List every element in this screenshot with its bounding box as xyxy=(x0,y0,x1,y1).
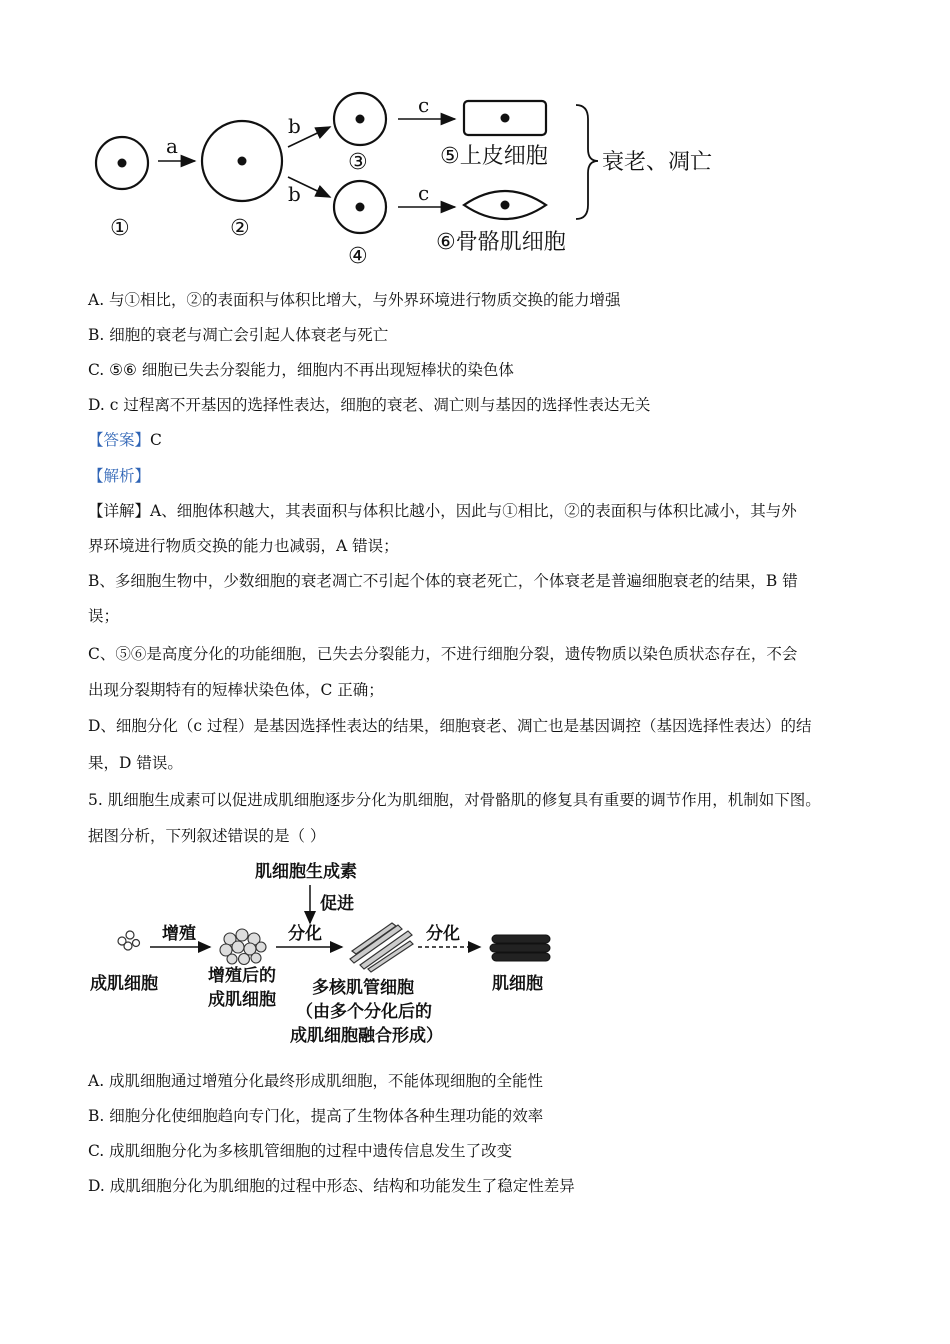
myoblast-differentiation-diagram xyxy=(80,855,580,1055)
detail-a-line2: 界环境进行物质交换的能力也减弱，A 错误； xyxy=(88,537,399,555)
cell-1 xyxy=(96,137,148,189)
myotube-label-3: 成肌细胞融合形成） xyxy=(290,1026,443,1046)
myotube-label-2: （由多个分化后的 xyxy=(296,1002,432,1022)
q4-option-a: A. 与①相比，②的表面积与体积比增大，与外界环境进行物质交换的能力增强 xyxy=(88,291,621,309)
answer-value: C xyxy=(150,431,162,449)
arrow-c-top-label: c xyxy=(418,93,430,117)
q5-option-b: B. 细胞分化使细胞趋向专门化，提高了生物体各种生理功能的效率 xyxy=(88,1107,544,1125)
q4-answer xyxy=(88,430,162,450)
detail-a-text: A、细胞体积越大，其表面积与体积比越小，因此与①相比，②的表面积与体积比减小，其与外 xyxy=(150,502,797,520)
myotube-label-1: 多核肌管细胞 xyxy=(312,978,414,998)
q5-option-d: D. 成肌细胞分化为肌细胞的过程中形态、结构和功能发生了稳定性差异 xyxy=(88,1177,575,1195)
answer-tag: 【答案】 xyxy=(88,431,151,449)
proliferated-cells xyxy=(220,929,266,965)
proliferate-label: 增殖 xyxy=(162,924,196,944)
cell-2 xyxy=(202,121,282,201)
detail-c-line2: 出现分裂期特有的短棒状染色体，C 正确； xyxy=(88,681,384,699)
cell-3 xyxy=(334,93,386,145)
detail-d-line1: D、细胞分化（c 过程）是基因选择性表达的结果，细胞衰老、凋亡也是基因调控（基因选择性表达）的结 xyxy=(88,717,812,735)
cell-4 xyxy=(334,181,386,233)
cell-3-label: ③ xyxy=(348,150,368,175)
myoblast-label: 成肌细胞 xyxy=(90,974,158,994)
detail-b-line2: 误； xyxy=(88,607,120,625)
cell-2-label: ② xyxy=(230,216,250,241)
brace-label: 衰老、凋亡 xyxy=(602,150,713,175)
myogenin-label: 肌细胞生成素 xyxy=(255,862,357,882)
arrow-c-bottom-label: c xyxy=(418,181,430,205)
cell-differentiation-diagram xyxy=(80,85,760,275)
analysis-tag: 【解析】 xyxy=(88,467,151,485)
promote-label: 促进 xyxy=(320,894,354,914)
q5-stem-line1: 5. 肌细胞生成素可以促进成肌细胞逐步分化为肌细胞，对骨骼肌的修复具有重要的调节作用，机制如下图。 xyxy=(88,791,821,809)
muscle-label: 肌细胞 xyxy=(492,974,543,994)
myotube-cells xyxy=(350,923,413,972)
arrow-b-top-label: b xyxy=(288,114,301,138)
differentiate-label-1: 分化 xyxy=(288,924,322,944)
differentiate-label-2: 分化 xyxy=(426,924,460,944)
cell-4-label: ④ xyxy=(348,244,368,269)
cell-6-label: ⑥骨骼肌细胞 xyxy=(436,230,566,255)
detail-a-line1 xyxy=(88,501,797,521)
detail-tag: 【详解】 xyxy=(88,502,151,520)
q4-option-c: C. ⑤⑥ 细胞已失去分裂能力，细胞内不再出现短棒状的染色体 xyxy=(88,361,514,379)
q5-option-c: C. 成肌细胞分化为多核肌管细胞的过程中遗传信息发生了改变 xyxy=(88,1142,513,1160)
myoblast-cells xyxy=(118,931,140,950)
muscle-cell xyxy=(490,935,550,961)
cell-5-label: ⑤上皮细胞 xyxy=(440,144,548,169)
brace xyxy=(576,105,598,219)
arrow-a-label: a xyxy=(166,134,178,158)
cell-6-muscle xyxy=(464,191,546,219)
q5-option-a: A. 成肌细胞通过增殖分化最终形成肌细胞，不能体现细胞的全能性 xyxy=(88,1072,544,1090)
detail-c-line1: C、⑤⑥是高度分化的功能细胞，已失去分裂能力，不进行细胞分裂，遗传物质以染色质状态存在，不会 xyxy=(88,645,798,663)
cell-1-label: ① xyxy=(110,216,130,241)
detail-d-line2: 果，D 错误。 xyxy=(88,754,183,772)
arrow-b-bottom-label: b xyxy=(288,182,301,206)
detail-b-line1: B、多细胞生物中，少数细胞的衰老凋亡不引起个体的衰老死亡，个体衰老是普遍细胞衰老的结果，B 错 xyxy=(88,572,798,590)
q4-option-b: B. 细胞的衰老与凋亡会引起人体衰老与死亡 xyxy=(88,326,389,344)
proliferated-label-2: 成肌细胞 xyxy=(208,990,276,1010)
q4-option-d: D. c 过程离不开基因的选择性表达，细胞的衰老、凋亡则与基因的选择性表达无关 xyxy=(88,396,651,414)
proliferated-label-1: 增殖后的 xyxy=(208,966,276,986)
cell-5-epithelial xyxy=(464,101,546,135)
q5-stem-line2: 据图分析，下列叙述错误的是（ ） xyxy=(88,827,326,845)
